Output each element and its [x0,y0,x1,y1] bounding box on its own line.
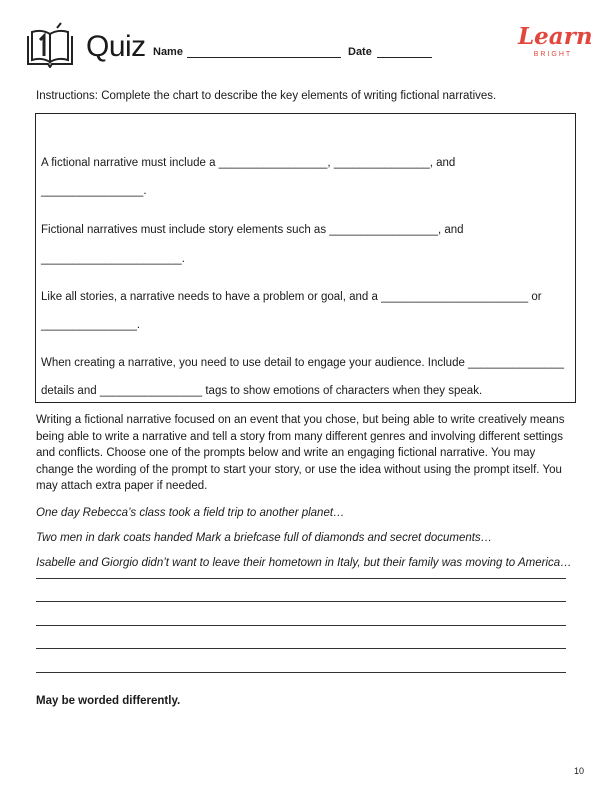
open-book-icon [24,22,76,68]
name-field[interactable] [187,57,341,58]
date-field[interactable] [377,57,432,58]
writing-line[interactable] [36,672,566,673]
question-1-line-2: ________________. [41,185,147,197]
date-label: Date [348,46,372,58]
writing-line[interactable] [36,625,566,626]
answer-note: May be worded differently. [36,695,181,707]
question-3-line-2: _______________. [41,319,141,331]
name-label: Name [153,46,183,58]
prompt-3: Isabelle and Giorgio didn’t want to leave their hometown in Italy, but their family was moving to America… [36,557,572,569]
instructions-text: Instructions: Complete the chart to describe the key elements of writing fictional narratives. [36,90,497,102]
writing-prompt-paragraph: Writing a fictional narrative focused on an event that you chose, but being able to write creatively means being able to write a narrative and tell a story from many different genres and involving different settings and conflicts. Choose one of the prompts below and write an engaging fictional narrative. You may change the wording of the prompt to start your story, or use the idea without using the prompt itself. You may attach extra paper if needed. [36,414,565,492]
logo-word: Learn [518,23,593,50]
question-4-line-2: details and ________________ tags to show emotions of characters when they speak. [41,385,483,397]
question-1-line-1: A fictional narrative must include a _________________, _______________, and [41,157,456,169]
question-3-line-1: Like all stories, a narrative needs to have a problem or goal, and a _______________________ or [41,291,542,303]
learn-bright-logo [518,23,593,70]
question-2-line-2: ______________________. [41,253,185,265]
logo-subtitle: BRIGHT [533,51,573,58]
prompt-1: One day Rebecca’s class took a field trip to another planet… [36,507,345,519]
question-4-line-1: When creating a narrative, you need to use detail to engage your audience. Include _______________ [41,357,564,369]
writing-line[interactable] [36,601,566,602]
writing-line[interactable] [36,648,566,649]
writing-line[interactable] [36,578,566,579]
page-number: 10 [574,766,585,776]
page-title: Quiz [86,30,146,63]
question-2-line-1: Fictional narratives must include story elements such as _________________, and [41,224,464,236]
prompt-2: Two men in dark coats handed Mark a briefcase full of diamonds and secret documents… [36,532,493,544]
